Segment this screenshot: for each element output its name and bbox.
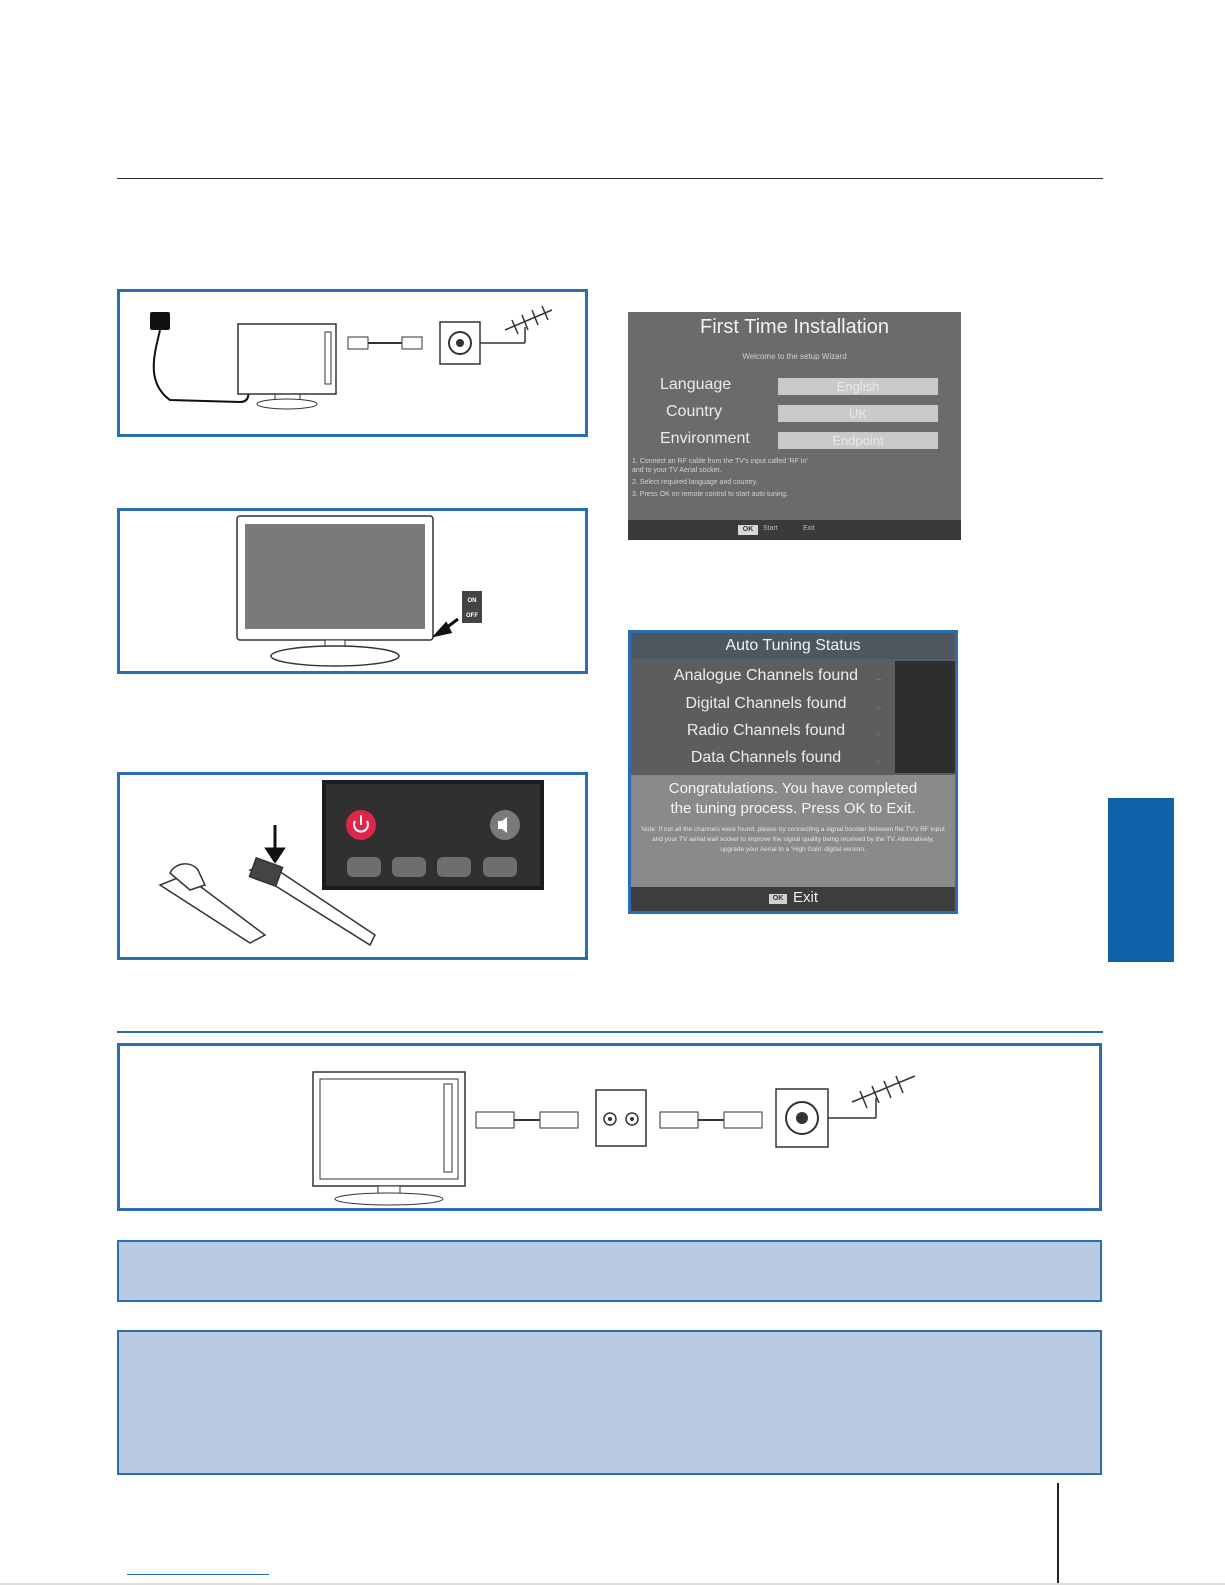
switch-on-label: ON [467,598,477,604]
instruction-line: and to your TV Aerial socket. [632,467,722,474]
coax-cable-icon [348,337,422,349]
channels-found-count: ... [876,755,883,764]
color-button-1 [347,857,381,877]
tv-icon [313,1072,465,1205]
arrow-down-icon [267,825,283,861]
osd-footer [631,887,955,911]
channels-found-label: Radio Channels found [686,722,846,739]
footer-link-underline[interactable] [127,1574,269,1575]
panel-booster-connection [117,1043,1102,1211]
exit-label[interactable]: Exit [793,889,819,906]
page-number-divider [1057,1483,1059,1585]
power-plug-icon [150,312,170,330]
footer-start-label: Start [763,525,778,532]
color-button-2 [392,857,426,877]
channels-found-count: ... [876,701,883,710]
osd-title: Auto Tuning Status [631,633,955,659]
signal-booster-note: Note: If not all the channels were found, please try connecting a signal booster between the TV's RF input and your TV aerial wall socket to improve the signal quality being received by the TV. Alternatively, upgrade your Aerial to a 'High Gain' digital version. [641,826,945,853]
language-select[interactable]: English [778,378,938,395]
switch-off-label: OFF [466,613,478,619]
osd-footer [628,520,961,540]
panel-connect-aerial [117,289,588,437]
panel-power-on [117,508,588,674]
channels-found-label: Data Channels found [690,749,842,766]
color-button-3 [437,857,471,877]
environment-label: Environment [660,430,750,447]
section-tab [1108,798,1174,962]
osd-subtitle: Welcome to the setup Wizard [742,352,847,361]
wall-socket-icon [776,1089,828,1147]
language-label: Language [660,376,732,393]
color-button-4 [483,857,517,877]
tv-icon [237,516,433,666]
progress-area [895,661,955,773]
aerial-icon [828,1076,915,1118]
country-select[interactable]: UK [778,405,938,422]
panel-remote-control [117,772,588,960]
ok-key-icon: OK [769,894,787,904]
coax-cable-icon [476,1112,578,1128]
instruction-line: 2. Select required language and country. [632,479,758,486]
footer-exit-label: Exit [803,525,815,532]
country-label: Country [666,403,723,420]
booster-connection-illustration [120,1046,1099,1208]
channels-found-label: Digital Channels found [685,695,847,712]
instruction-line: 1. Connect an RF cable from the TV's input called 'RF In' [632,458,808,465]
completion-message-line: Congratulations. You have completed [668,780,918,797]
completion-message-panel [631,775,955,887]
note-box-1 [117,1240,1102,1302]
first-time-installation-screen [628,312,961,540]
remote-control-illustration [120,775,585,957]
arrow-icon [436,619,458,635]
ok-key-icon: OK [738,525,758,535]
osd-title: First Time Installation [700,316,889,338]
channels-found-count: ... [876,728,883,737]
power-switch-icon [462,591,482,623]
auto-tuning-status-screen [628,630,958,914]
section-rule [117,1031,1103,1033]
aerial-icon [480,306,552,343]
environment-select[interactable]: Endpoint [778,432,938,449]
remote-button-panel [322,780,544,890]
completion-message-line: the tuning process. Press OK to Exit. [670,800,916,817]
wall-socket-icon [440,322,480,364]
note-box-2 [117,1330,1102,1475]
instruction-line: 3. Press OK on remote control to start auto tuning. [632,491,789,498]
tv-aerial-connection-illustration [120,292,585,434]
top-rule [117,178,1103,179]
power-cable [154,330,249,402]
coax-cable-icon [660,1112,762,1128]
channels-found-label: Analogue Channels found [673,667,859,684]
tv-power-switch-illustration [120,511,585,671]
channels-found-count: ... [876,673,883,682]
signal-booster-icon [596,1090,646,1146]
tv-icon [238,324,336,409]
